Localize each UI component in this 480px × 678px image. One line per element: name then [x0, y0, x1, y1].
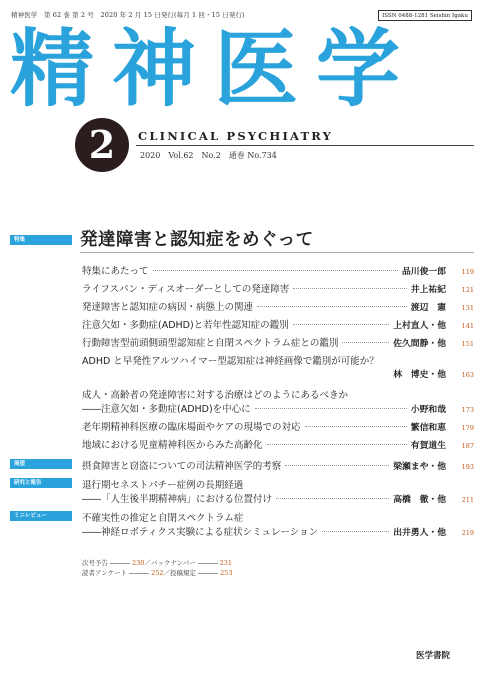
toc-title: 地域における児童精神科医からみた高齢化 [82, 440, 263, 451]
leader-dots [276, 498, 389, 499]
toc-entry[interactable] [82, 458, 474, 472]
submission-rules-link[interactable]: 投稿規定 [170, 569, 197, 577]
section-label-feature: 特集 [10, 235, 72, 245]
bottom-links-row-1: 次号予告 230／バックナンバー 231 [82, 559, 233, 567]
toc-page: 163 [461, 371, 474, 379]
bottom-links-row-2: 読者アンケート 252／投稿規定 253 [82, 569, 233, 577]
back-numbers-page: 231 [219, 559, 233, 567]
toc-page: 173 [461, 406, 474, 414]
issn-box: ISSN 0488-1281 Seishin Igaku [378, 10, 472, 21]
toc-author: 高橋 徹・他 [393, 495, 446, 505]
leader-dots [267, 444, 407, 445]
toc-title: 発達障害と認知症の病因・病態上の関連 [82, 302, 254, 313]
toc-author: 有賀道生 [410, 441, 446, 451]
leader-dots [342, 342, 389, 343]
section-label-research: 研究と報告 [10, 478, 72, 488]
reader-survey-page: 252 [151, 569, 164, 577]
toc-author: 井上祐紀 [410, 285, 446, 295]
toc-entry[interactable] [82, 477, 474, 505]
toc-title: 特集にあたって [82, 266, 149, 277]
toc-title: 摂食障害と窃盗についての司法精神医学的考察 [82, 461, 282, 472]
toc-title: 老年期精神科医療の臨床場面やケアの現場での対応 [82, 422, 301, 433]
toc-page: 131 [461, 304, 474, 312]
toc-entry[interactable] [82, 353, 474, 381]
submission-rules-page: 253 [220, 569, 233, 577]
toc-page: 151 [461, 340, 474, 348]
leader-dots [322, 531, 389, 532]
toc-subtitle: ――注意欠如・多動症(ADHD)を中心に [82, 404, 251, 415]
publisher-name: 医学書院 [416, 651, 451, 661]
toc-page: 187 [461, 442, 474, 450]
next-issue-link[interactable]: 次号予告 [82, 559, 108, 567]
toc-title: 退行期セネストパチー症例の長期経過 [82, 480, 244, 491]
toc-entry[interactable] [82, 510, 474, 538]
section-label-mini-review: ミニレビュー [10, 511, 72, 521]
toc-author: 出井勇人・他 [393, 528, 446, 538]
leader-dots [257, 306, 407, 307]
masthead-divider [136, 145, 474, 146]
toc-page: 179 [461, 424, 474, 432]
toc-subtitle: ――神経ロボティクス実験による症状シミュレーション [82, 527, 319, 538]
feature-divider [80, 252, 474, 253]
toc-title: 注意欠如・多動症(ADHD)と若年性認知症の鑑別 [82, 320, 289, 331]
toc-page: 121 [461, 286, 474, 294]
leader-dots [255, 408, 407, 409]
leader-dots [293, 324, 390, 325]
toc-subtitle: ――「人生後半期精神病」における位置付け [82, 494, 273, 505]
next-issue-page: 230 [132, 559, 145, 567]
feature-title: 発達障害と認知症をめぐって [80, 230, 314, 250]
toc-author: 梁瀬まや・他 [393, 462, 446, 472]
toc-title: ADHD と早発性アルツハイマー型認知症は神経画像で鑑別が可能か？ [82, 356, 379, 367]
toc-author: 林 博史・他 [393, 370, 446, 380]
toc-title: 成人・高齢者の発達障害に対する治療はどのようにあるべきか [82, 390, 349, 401]
reader-survey-link[interactable]: 読者アンケート [82, 569, 128, 577]
toc-author: 上村直人・他 [393, 321, 446, 331]
issue-number-badge: 2 [75, 118, 129, 172]
section-label-perspective: 展望 [10, 459, 72, 469]
toc-author: 佐久間静・他 [393, 339, 446, 349]
toc-author: 小野和哉 [410, 405, 446, 415]
toc-entry[interactable] [82, 419, 474, 433]
toc-author: 品川俊一郎 [402, 267, 446, 277]
leader-dots [305, 426, 407, 427]
toc-entry[interactable] [82, 263, 474, 277]
toc-page: 141 [461, 322, 474, 330]
toc-author: 渡辺 憲 [410, 303, 446, 313]
toc-entry[interactable] [82, 317, 474, 331]
toc-title: 不確実性の推定と自閉スペクトラム症 [82, 513, 244, 524]
journal-english-title: CLINICAL PSYCHIATRY [138, 129, 334, 143]
leader-dots [153, 270, 398, 271]
toc-page: 119 [461, 268, 474, 276]
toc-page: 193 [461, 463, 474, 471]
toc-entry[interactable] [82, 437, 474, 451]
toc-title: 行動障害型前頭側頭型認知症と自閉スペクトラム症との鑑別 [82, 338, 339, 349]
leader-dots [293, 288, 407, 289]
header-meta: 精神医学 第 62 巻 第 2 号 2020 年 2 月 15 日発行(毎月 1 回・15 日発行) [11, 11, 245, 19]
toc-page: 211 [461, 496, 474, 504]
toc-author: 繁信和恵 [410, 423, 446, 433]
toc-entry[interactable] [82, 299, 474, 313]
toc-entry[interactable] [82, 281, 474, 295]
back-numbers-link[interactable]: バックナンバー [150, 559, 196, 567]
toc-entry[interactable] [82, 335, 474, 349]
toc-entry[interactable] [82, 387, 474, 415]
volume-line: 2020 Vol.62 No.2 通巻 No.734 [140, 151, 277, 160]
toc-title: ライフスパン・ディスオーダーとしての発達障害 [82, 284, 290, 295]
toc-page: 219 [461, 529, 474, 537]
journal-title: 精神医学 [10, 19, 419, 118]
leader-dots [285, 465, 389, 466]
